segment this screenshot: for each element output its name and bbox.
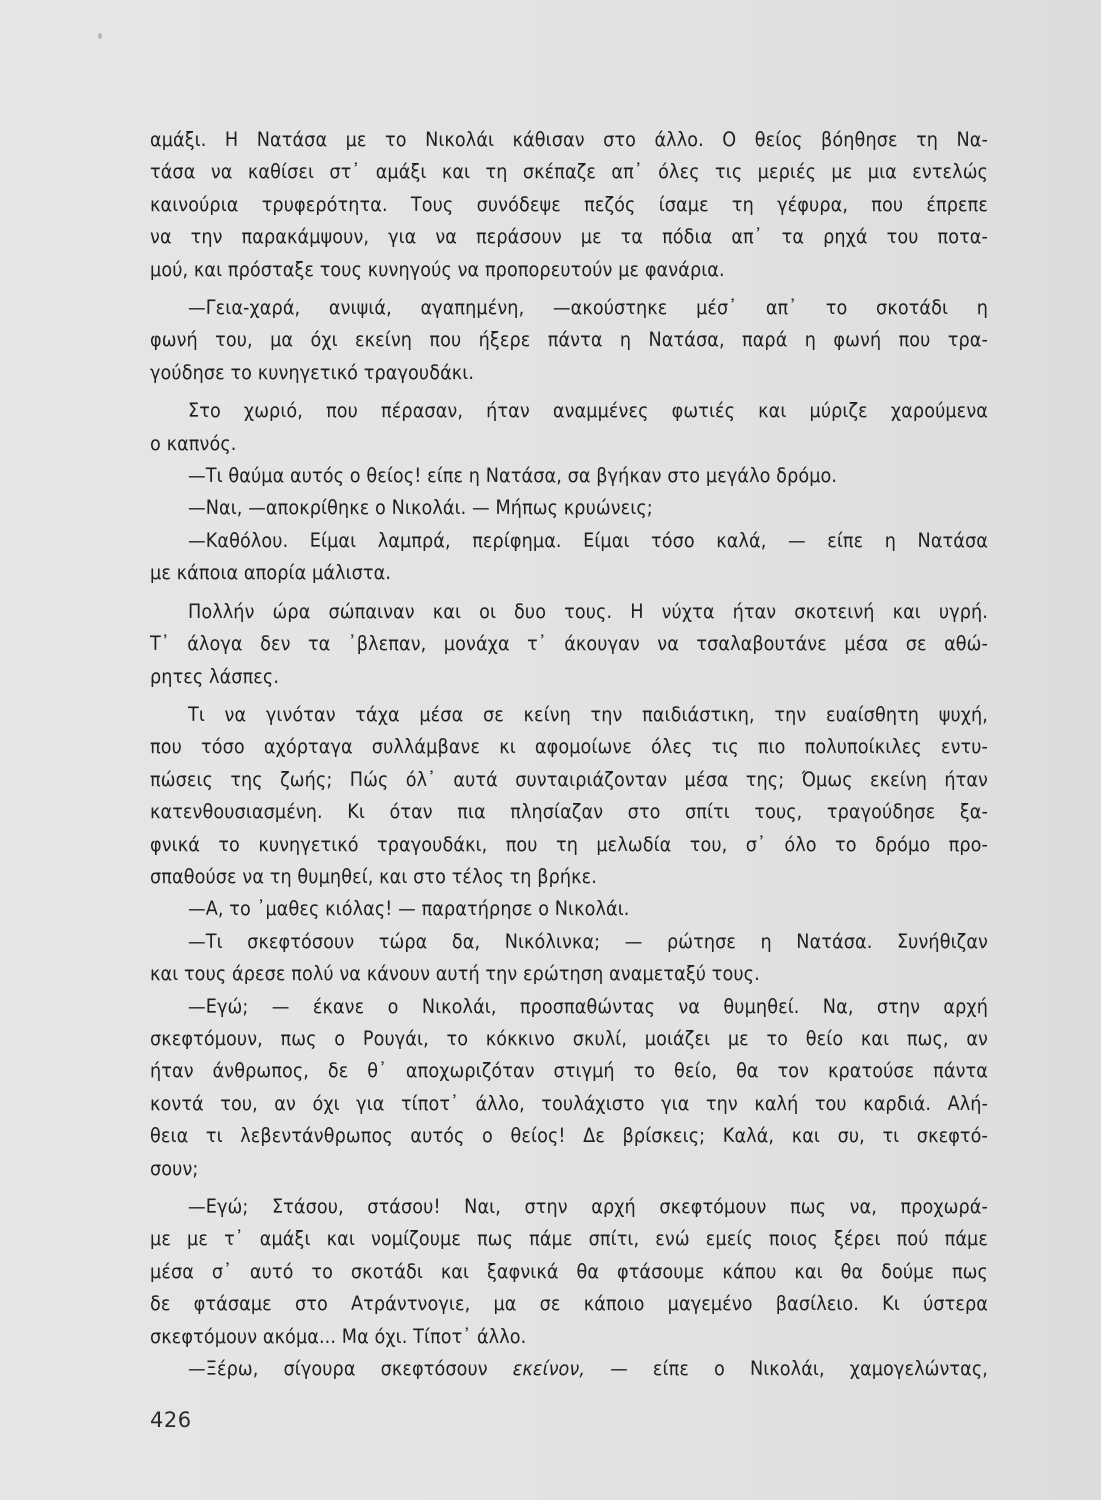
text-line: Τι να γινόταν τάχα μέσα σε κείνη την παιδιάστικη, την ευαίσθητη ψυχή, — [188, 702, 988, 726]
text-line: —Εγώ; — έκανε ο Νικολάι, προσπαθώντας να θυμηθεί. Να, στην αρχή — [188, 994, 988, 1018]
text-line: κατενθουσιασμένη. Κι όταν πια πλησίαζαν στο σπίτι τους, τραγούδησε ξα- — [150, 800, 988, 824]
text-line: σκεφτόμουν, πως ο Ρουγάι, το κόκκινο σκυλί, μοιάζει με το θείο και πως, αν — [150, 1026, 988, 1050]
text-line: μού, και πρόσταξε τους κυνηγούς να προπορευτούν με φανάρια. — [150, 257, 725, 281]
paragraph-4 — [150, 460, 988, 492]
text-line: σπαθούσε να τη θυμηθεί, και στο τέλος τη βρήκε. — [150, 864, 597, 888]
italic-text-run: εκείνον, — [512, 1357, 586, 1381]
text-line — [150, 1353, 988, 1385]
text-line: —Ναι, —αποκρίθηκε ο Νικολάι. — Μήπως κρυώνεις; — [188, 496, 653, 520]
paragraph-7 — [150, 596, 988, 693]
text-line: με κάποια απορία μάλιστα. — [150, 561, 392, 585]
text-run: —Ξέρω, σίγουρα σκεφτόσουν — [188, 1357, 513, 1381]
text-line: με με τ᾽ αμάξι και νομίζουμε πως πάμε σπίτι, ενώ εμείς ποιος ξέρει πού πάμε — [150, 1227, 988, 1251]
paragraph-2 — [150, 292, 988, 389]
text-line: σουν; — [150, 1156, 199, 1180]
text-line: μέσα σ᾽ αυτό το σκοτάδι και ξαφνικά θα φτάσουμε κάπου και θα δούμε πως — [150, 1259, 988, 1283]
text-line: —Εγώ; Στάσου, στάσου! Ναι, στην αρχή σκεφτόμουν πως να, προχωρά- — [188, 1195, 988, 1218]
text-line: θεια τι λεβεντάνθρωπος αυτός ο θείος! Δε βρίσκεις; Καλά, και συ, τι σκεφτό- — [150, 1124, 988, 1148]
text-run: — είπε ο Νικολάι, χαμογελώντας, — [585, 1357, 988, 1381]
text-line: καινούρια τρυφερότητα. Τους συνόδεψε πεζός ίσαμε τη γέφυρα, που έπρεπε — [150, 192, 988, 216]
scan-speck — [98, 33, 102, 39]
paragraph-5 — [150, 492, 988, 524]
text-line: Στο χωριό, που πέρασαν, ήταν αναμμένες φωτιές και μύριζε χαρούμενα — [188, 399, 988, 423]
paragraph-10 — [150, 926, 988, 991]
text-line: —Α, το ᾽μαθες κιόλας! — παρατήρησε ο Νικολάι. — [188, 897, 630, 921]
body-text — [150, 124, 988, 1385]
text-line: και τους άρεσε πολύ να κάνουν αυτή την ερώτηση αναμεταξύ τους. — [150, 962, 760, 986]
paragraph-1 — [150, 124, 988, 286]
text-line: Τ᾽ άλογα δεν τα ᾽βλεπαν, μονάχα τ᾽ άκουγαν να τσαλαβουτάνε μέσα σε αθώ- — [150, 632, 988, 656]
paragraph-12 — [150, 1191, 988, 1353]
text-line: γούδησε το κυνηγετικό τραγουδάκι. — [150, 360, 475, 384]
text-line: —Τι θαύμα αυτός ο θείος! είπε η Νατάσα, σα βγήκαν στο μεγάλο δρόμο. — [188, 464, 838, 488]
text-line: που τόσο αχόρταγα συλλάμβανε κι αφομοίωνε όλες τις πιο πολυποίκιλες εντυ- — [150, 735, 988, 759]
text-line: κοντά του, αν όχι για τίποτ᾽ άλλο, τουλάχιστο για την καλή του καρδιά. Αλή- — [150, 1091, 988, 1115]
text-line: τάσα να καθίσει στ᾽ αμάξι και τη σκέπαζε απ᾽ όλες τις μεριές με μια εντελώς — [150, 160, 988, 184]
text-line: σκεφτόμουν ακόμα... Μα όχι. Τίποτ᾽ άλλο. — [150, 1324, 527, 1348]
text-line: ο καπνός. — [150, 431, 237, 455]
paragraph-9 — [150, 893, 988, 925]
paragraph-6 — [150, 525, 988, 590]
page-number: 426 — [150, 1408, 192, 1432]
text-line: πώσεις της ζωής; Πώς όλ᾽ αυτά συνταιριάζονταν μέσα της; Όμως εκείνη ήταν — [150, 767, 988, 791]
paragraph-13 — [150, 1353, 988, 1385]
text-line: να την παρακάμψουν, για να περάσουν με τα πόδια απ᾽ τα ρηχά του ποτα- — [150, 225, 988, 249]
text-line: —Γεια-χαρά, ανιψιά, αγαπημένη, —ακούστηκε μέσ᾽ απ᾽ το σκοτάδι η — [188, 296, 988, 320]
text-line: Πολλήν ώρα σώπαιναν και οι δυο τους. Η νύχτα ήταν σκοτεινή και υγρή. — [188, 599, 988, 623]
paragraph-11 — [150, 991, 988, 1185]
text-line: φνικά το κυνηγετικό τραγουδάκι, που τη μελωδία του, σ᾽ όλο το δρόμο προ- — [150, 832, 988, 856]
paragraph-3 — [150, 395, 988, 460]
text-line: ρητες λάσπες. — [150, 664, 280, 688]
text-line: φωνή του, μα όχι εκείνη που ήξερε πάντα η Νατάσα, παρά η φωνή που τρα- — [150, 328, 988, 352]
text-line: αμάξι. Η Νατάσα με το Νικολάι κάθισαν στο άλλο. Ο θείος βόηθησε τη Να- — [150, 128, 988, 151]
text-line: —Τι σκεφτόσουν τώρα δα, Νικόλινκα; — ρώτησε η Νατάσα. Συνήθιζαν — [188, 929, 988, 953]
paragraph-8 — [150, 699, 988, 893]
text-line: —Καθόλου. Είμαι λαμπρά, περίφημα. Είμαι τόσο καλά, — είπε η Νατάσα — [188, 528, 988, 552]
text-line: δε φτάσαμε στο Ατράντνογιε, μα σε κάποιο μαγεμένο βασίλειο. Κι ύστερα — [150, 1292, 988, 1316]
text-line: ήταν άνθρωπος, δε θ᾽ αποχωριζόταν στιγμή το θείο, θα τον κρατούσε πάντα — [150, 1059, 988, 1083]
